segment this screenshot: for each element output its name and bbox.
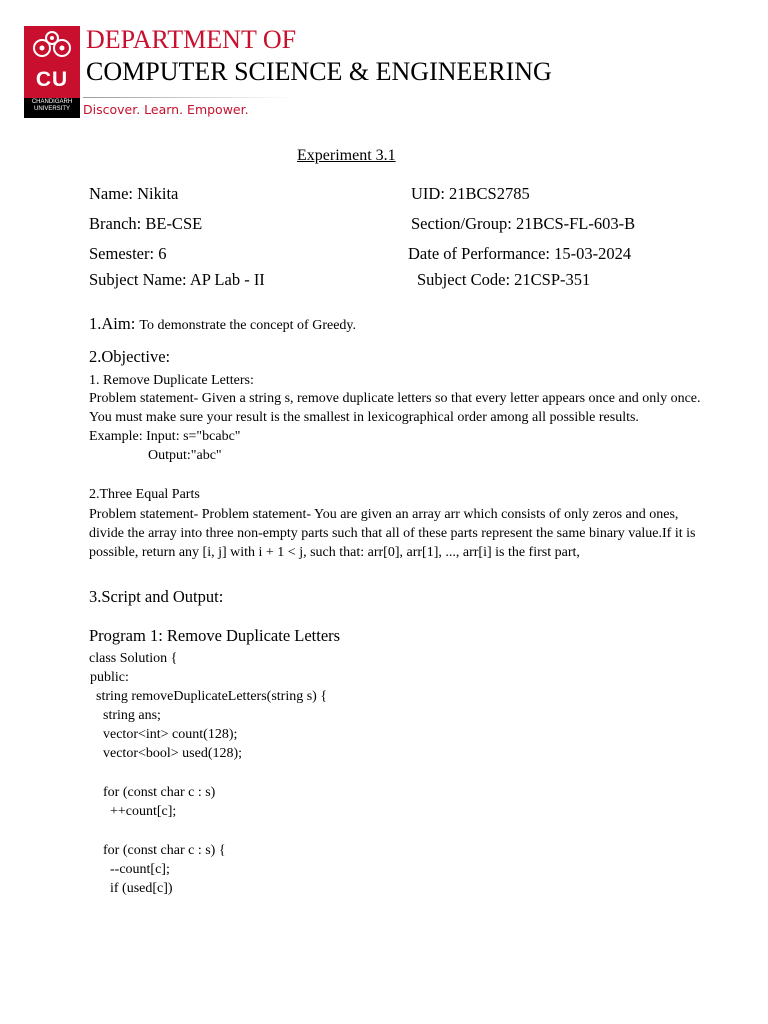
code-line: class Solution {: [89, 651, 178, 666]
objective2-statement-line2: divide the array into three non-empty parts such that all of these parts represent the same binary value.If it is: [89, 526, 696, 541]
logo-abbr: CU: [35, 68, 69, 91]
objective1-statement-line1: Problem statement- Given a string s, remove duplicate letters so that every letter appears once and only once.: [89, 391, 701, 406]
objective1-title: 1. Remove Duplicate Letters:: [89, 373, 254, 388]
objective1-statement-line2: You must make sure your result is the smallest in lexicographical order among all possible results.: [89, 410, 639, 425]
objective2-statement-line3: possible, return any [i, j] with i + 1 < j, such that: arr[0], arr[1], ..., arr[i] is the first part,: [89, 545, 580, 560]
section-group: Section/Group: 21BCS-FL-603-B: [411, 214, 636, 233]
date-of-performance: Date of Performance: 15-03-2024: [408, 244, 632, 263]
university-logo: [24, 26, 80, 118]
code-line: --count[c];: [89, 862, 170, 877]
code-line: ++count[c];: [89, 804, 177, 819]
objective-heading: 2.Objective:: [89, 347, 171, 366]
branch: Branch: BE-CSE: [89, 214, 203, 233]
aim-text: To demonstrate the concept of Greedy.: [139, 318, 357, 333]
department-title-line2: COMPUTER SCIENCE & ENGINEERING: [86, 57, 552, 86]
code-line: vector<bool> used(128);: [89, 746, 243, 761]
logo-university-name: CHANDIGARH UNIVERSITY: [31, 99, 73, 112]
aim-label: 1.Aim:: [89, 314, 136, 333]
semester: Semester: 6: [89, 244, 167, 263]
code-line: public:: [90, 670, 129, 685]
code-line: if (used[c]): [89, 881, 173, 896]
code-line: for (const char c : s): [89, 785, 216, 800]
objective1-example-input: Example: Input: s="bcabc": [89, 429, 241, 444]
program1-title: Program 1: Remove Duplicate Letters: [89, 626, 341, 645]
student-uid: UID: 21BCS2785: [411, 184, 530, 203]
aim-section: [89, 314, 356, 334]
experiment-title: Experiment 3.1: [297, 147, 396, 164]
code-line: vector<int> count(128);: [89, 727, 238, 742]
subject-code: Subject Code: 21CSP-351: [417, 270, 591, 289]
objective2-title: 2.Three Equal Parts: [89, 487, 200, 502]
department-title-line1: DEPARTMENT OF: [86, 25, 297, 54]
gear-emblem-icon: [24, 26, 80, 72]
code-line: string removeDuplicateLetters(string s) {: [89, 689, 328, 704]
objective2-statement-line1: Problem statement- Problem statement- You are given an array arr which consists of only zeros and ones,: [89, 507, 679, 522]
code-line: string ans;: [89, 708, 161, 723]
objective1-example-output: Output:"abc": [148, 448, 222, 463]
header-divider: [83, 97, 293, 98]
student-name: Name: Nikita: [89, 184, 179, 203]
code-line: for (const char c : s) {: [89, 843, 226, 858]
tagline: Discover. Learn. Empower.: [83, 102, 249, 117]
subject-name: Subject Name: AP Lab - II: [89, 270, 265, 289]
script-heading: 3.Script and Output:: [89, 587, 224, 606]
